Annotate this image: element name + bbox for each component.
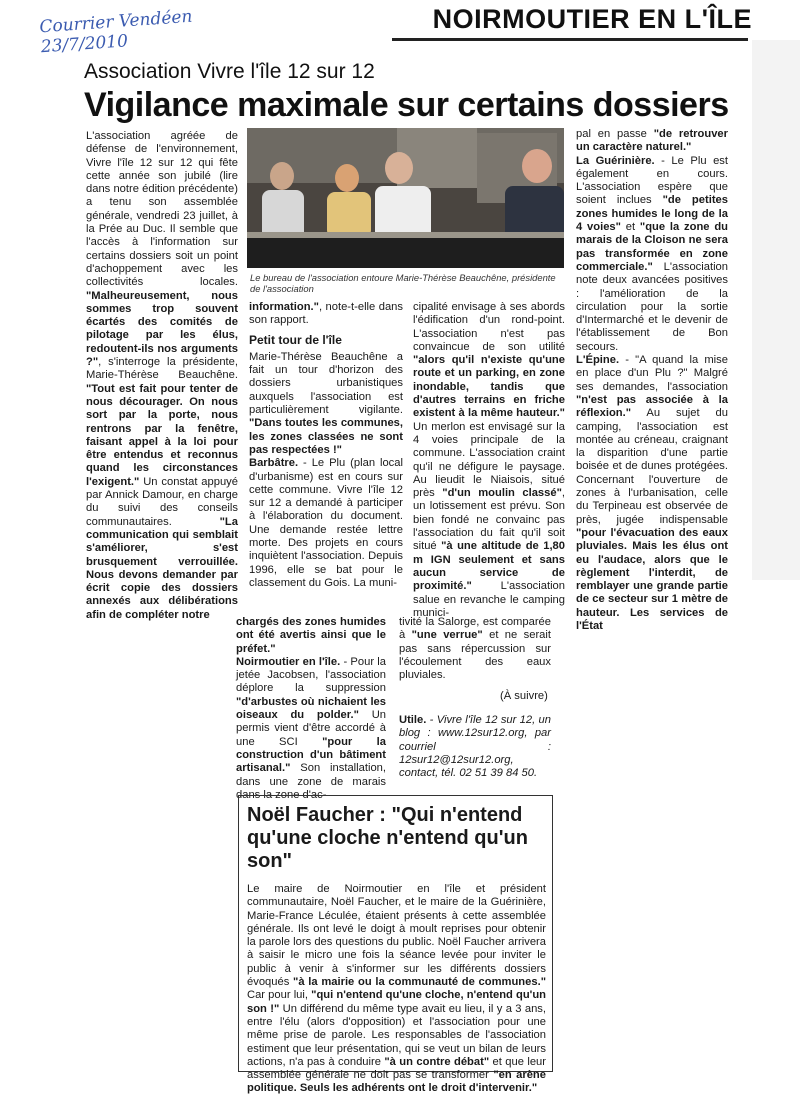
col3-text-d: L'association salue en revanche le camping munici- (413, 580, 565, 619)
subheading-petit-tour: Petit tour de l'île (249, 332, 342, 347)
col5-text-c: Un permis vient d'être accordé à une SCI (236, 709, 386, 748)
col1-text-b: , s'interroge la présidente, Marie-Thérèse Beauchêne. (86, 356, 238, 382)
col4-quote-3: "que la zone du marais de la Cloison ne sera pas transformée en zone commerciale." (576, 221, 728, 273)
col3-text-a: cipalité envisage à ses abords l'édification d'un rond-point. L'association n'est pas convaincue de son utilité (413, 301, 565, 353)
col3-quote-3: "à une altitude de 1,80 m IGN seulement et sans aucun service de proximité." (413, 540, 565, 593)
col2-text-a: Marie-Thérèse Beauchêne a fait un tour d'horizon des dossiers urbanistiques auxquels l'association est particulièrement vigilante. (249, 350, 403, 417)
to-be-continued: (À suivre) (500, 690, 548, 702)
adjacent-page-edge (752, 40, 800, 580)
col4-text-e: - "A quand la mise en place d'un Plu ?" Malgré ses demandes, l'association (576, 354, 728, 393)
col5-text-d: Son installation, dans une zone de marais dans la zone d'ac- (236, 762, 386, 801)
col1-text-c: Un constat appuyé par Annick Damour, en charge du suivi des conseils communautaires. (86, 475, 238, 528)
col4-quote: "de retrouver un caractère naturel." (576, 128, 729, 154)
sidebar-box (238, 795, 553, 1095)
photo-caption: Le bureau de l'association entoure Marie-Thérèse Beauchêne, présidente de l'association (250, 272, 556, 294)
article-column-5 (236, 616, 386, 801)
box-quote-2: "qui n'entend qu'une cloche, n'entend qu'un son !" (247, 989, 547, 1015)
article-column-3 (413, 301, 566, 619)
col1-text: L'association agréée de défense de l'environnement, Vivre l'île 12 sur 12 qui fête cette année son jubilé (lire dans notre édition précédente) a tenu son assemblée générale, vendredi 23 juillet, à la Prée au Duc. Il semble que l'accès à l'information sur certains dossiers soit un point d'achoppement avec les collectivités locales. (86, 130, 238, 289)
col3-text-b: Un merlon est envisagé sur la 4 voies principale de la commune. L'association craint qu'il ne défigure le paysage. Au lieudit le Niaisois, situé près (413, 420, 565, 500)
gueriniere-label: La Guérinière. (576, 154, 655, 167)
col4-text-f: Au sujet du camping, l'association est montée au créneau, craignant la disparition d'une partie boisée et de dunes protégées. Concernant l'ouverture de zones à l'urbanisation, celle du Terpineau est observée de près, jugée indispensable (576, 407, 728, 526)
col5-quote-a: chargés des zones humides ont été avertis ainsi que le préfet." (236, 616, 386, 655)
article-column-6 (399, 616, 551, 686)
col1-quote-3: "La communication qui semblait s'améliorer, s'est brusquement verrouillée. Nous devons demander par écrit copie des dossiers annexés aux délibérations afin de compléter notre (86, 515, 238, 621)
col5-text-b: - Pour la jetée Jacobsen, l'association déplore la suppression (236, 655, 386, 695)
col6-text-b: et ne serait pas sans répercussion sur l'écoulement des eaux pluviales. (399, 629, 551, 682)
col6-quote: "une verrue" (411, 629, 483, 642)
article-kicker: Association Vivre l'île 12 sur 12 (84, 60, 375, 83)
col3-quote-2: "d'un moulin classé" (442, 487, 562, 500)
article-column-1 (86, 130, 238, 621)
barbatre-label: Barbâtre. (249, 457, 299, 470)
col2-text-b: - Le Plu (plan local d'urbanisme) est en cours sur cette commune. Vivre l'île 12 sur 12 a demandé à participer à l'élaboration du document. Une demande restée lettre morte. Des projets en cours inquiètent l'association. Depuis 1996, elle se bat pour le classement du Gois. La muni- (249, 457, 403, 589)
col2-start-text: , note-t-elle dans son rapport. (249, 301, 403, 327)
box-text-3: Un différend du même type avait eu lieu, il y a 3 ans, entre l'élu (alors d'opposition) et l'association pour une même prise de parole. Les responsables de l'association estiment que leur présentation, qui se veut un bilan de leurs actions, n'a pas à conduire (247, 1002, 546, 1068)
col2-start-quote: information." (249, 301, 319, 313)
box-title: Noël Faucher : "Qui n'entend qu'une cloche n'entend qu'un son" (247, 804, 528, 872)
box-text-2: Car pour lui, (247, 989, 308, 1002)
photo-illustration (247, 128, 564, 268)
box-quote-1: "à la mairie ou la communauté de communes." (293, 976, 546, 989)
box-quote-3: "à un contre débat" (384, 1055, 490, 1068)
col4-text-a: pal en passe (576, 128, 647, 140)
col5-quote-2: "pour la construction d'un bâtiment artisanal." (236, 735, 386, 775)
article-column-2 (249, 301, 403, 591)
box-quote-4: "en arène politique. Seuls les adhérents ont le droit d'intervenir." (247, 1069, 546, 1095)
article-column-4 (576, 128, 729, 632)
col4-quote-2: "de petites zones humides le long de la 4 voies" (576, 194, 728, 234)
header-rule (392, 38, 748, 41)
col5-quote: "d'arbustes où nichaient les oiseaux du polder." (236, 695, 386, 722)
epine-label: L'Épine. (576, 354, 620, 367)
utile-label: Utile. (399, 714, 427, 726)
col4-text-c: et (620, 221, 636, 234)
col3-text-c: , un lotissement est prévu. Son bien fondé ne convainc pas l'association du fait qu'il soit situé (413, 487, 566, 553)
article-headline: Vigilance maximale sur certains dossiers (84, 86, 729, 124)
section-header: NOIRMOUTIER EN L'ÎLE (432, 4, 752, 34)
box-text-4: et que leur assemblée générale ne doit pas se transformer (247, 1055, 546, 1082)
col4-quote-5: "pour l'évacuation des eaux pluviales. Mais les élus ont eu l'audace, alors que le règlement l'interdit, de remblayer une grande partie de ce secteur sur 1 mètre de hauteur. Les services de l'État (576, 526, 728, 632)
article-photo (247, 128, 564, 268)
handwritten-annotation: Courrier Vendéen 23/7/2010 (38, 6, 194, 58)
col4-text-d: L'association note deux avancées positives : l'amélioration de la circulation pour la sortie d'Intermarché et le devenir de l'établissement de Bon secours. (576, 260, 728, 353)
col2-quote: "Dans toutes les communes, les zones classées ne sont pas respectées !" (249, 417, 403, 456)
utile-text: - Vivre l'île 12 sur 12, un blog : www.12sur12.org, par courriel : 12sur12@12sur12.org, contact, tél. 02 51 39 84 50. (399, 714, 551, 780)
col3-quote: "alors qu'il n'existe qu'une route et un parking, en zone inondable, tandis que d'autres terrains en friche existent à la même hauteur." (413, 354, 565, 420)
box-body (247, 883, 546, 1096)
col4-text-b: - Le Plu est également en cours. L'association espère que soient inclues (576, 154, 729, 207)
useful-info (399, 714, 551, 780)
col6-text-a: tivité la Salorge, est comparée à (399, 616, 551, 642)
box-text-1: Le maire de Noirmoutier en l'île et président communautaire, Noël Faucher, et le maire de la Guérinière, Marie-France Léculée, étaient présents à cette assemblée générale. Ils ont levé le doigt à moult reprises pour obtenir la parole lors des questions du public. Noël Faucher arrivera à saisir le micro une fois la séance levée pour inviter le public à venir à s'informer sur les différents dossiers évoqués (247, 883, 546, 989)
noirmoutier-label: Noirmoutier en l'île. (236, 655, 341, 668)
col1-quote: "Malheureusement, nous sommes trop souvent écartés des comités de pilotage par les élus, redoutent-ils nos arguments ?" (86, 289, 238, 369)
col4-quote-4: "n'est pas associée à la réflexion." (576, 393, 728, 420)
col1-quote-2: "Tout est fait pour tenter de nous décourager. On nous sort par la porte, nous rentrons par la fenêtre, faisant appel à la loi pour être entendus et reconnus quand les circonstances l'exigent." (86, 382, 238, 488)
